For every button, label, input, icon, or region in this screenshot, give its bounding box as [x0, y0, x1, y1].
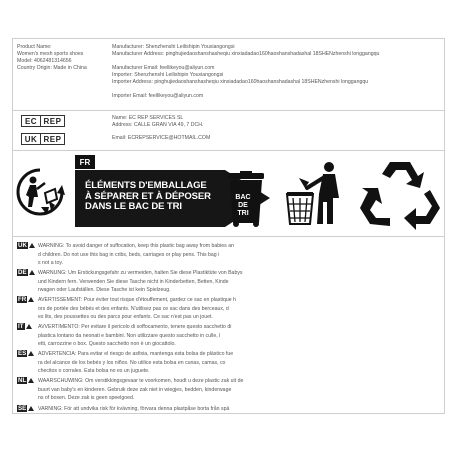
tidyman-icon — [283, 158, 355, 230]
product-name-value: Women's mesh sports shoes — [17, 51, 84, 58]
flag-uk — [17, 242, 35, 249]
warning-line: s not a toy. — [38, 260, 63, 267]
product-model: Model: 4062481314656 — [17, 58, 72, 65]
divider — [12, 236, 445, 237]
rep-name: Name: EC REP SERVICES SL — [112, 115, 184, 121]
triman-icon — [15, 167, 65, 219]
warning-text — [38, 323, 438, 349]
warning-text — [38, 377, 438, 403]
uk-rep-box — [21, 133, 65, 145]
product-info — [17, 44, 109, 72]
banner-line-1: ÉLÉMENTS D'EMBALLAGE — [85, 180, 207, 191]
warning-triangle-icon — [26, 324, 32, 329]
warning-triangle-icon — [28, 297, 34, 302]
warning-line: AVERTISSEMENT: Pour éviter tout risque d'étouffement, gardez ce sac en plastique h — [38, 297, 236, 303]
country-code: ES — [18, 350, 27, 357]
warning-line: d children. Do not use this bag in cribs, beds, carriages or play pens. This bag i — [38, 251, 220, 258]
warning-text — [38, 242, 438, 268]
rep-address: Address: CALLE GRAN VIA 49, 7 DCH. — [112, 122, 204, 128]
warning-line: WARNING: To avoid danger of suffocation, keep this plastic bag away from babies an — [38, 243, 234, 249]
country-tag: FR — [75, 155, 95, 169]
bin-label — [232, 194, 254, 218]
warning-line: ra del alcance de los bebés y los niños. No utilice esta bolsa en cunas, camas, co — [38, 359, 226, 366]
warning-line: checitos o corrales. Esta bolsa no es un juguete. — [38, 368, 150, 375]
warning-line: ors de portée des bébés et des enfants. N'utilisez pas ce sac dans des berceaux, d — [38, 305, 229, 312]
ec-rep-label: REP — [40, 116, 64, 126]
warning-line: WARNUNG: Um Erstickungsgefahr zu vermeiden, halten Sie diese Plastiktüte von Babys — [38, 270, 243, 276]
warning-triangle-icon — [28, 406, 34, 411]
divider — [12, 150, 445, 151]
manufacturer-address: Manufacturer Address: pinghujiedaoshanshasheqiu xinxiadadao160haoshanshadashal 18SHENzhenshi longgangqu — [112, 51, 380, 58]
warning-line: buurt van baby's en kinderen. Gebruik deze zak niet in wiegjes, bedden, kinderwage — [38, 386, 232, 393]
warning-text — [38, 269, 438, 295]
banner-line-2: À SÉPARER ET À DÉPOSER — [85, 190, 211, 202]
warning-line: plastica lontano da neonati e bambini. Non utilizzare questo sacchetto in culle, l — [38, 332, 221, 339]
importer-email: Importer Email: feellikeyou@aliyun.com — [112, 93, 204, 100]
warning-line: VARNING: För att undvika risk för kvävning, förvara denna plastpåse borta från spä — [38, 406, 230, 412]
warning-line: und Kindern fern. Verwenden Sie diese Tasche nicht in Kinderbetten, Betten, Kinde — [38, 278, 229, 285]
product-origin: Country Origin: Made in China — [17, 65, 87, 72]
banner-line-3: DANS LE BAC DE TRI — [85, 201, 182, 212]
warning-text — [38, 350, 438, 376]
country-code: SE — [18, 405, 27, 412]
bin-label-line-3: TRI — [237, 210, 249, 217]
ec-rep-box — [21, 115, 65, 127]
warning-text — [38, 405, 438, 414]
manufacturer-info — [112, 44, 442, 101]
country-code: DE — [18, 269, 27, 276]
flag-it — [17, 323, 32, 330]
warning-text — [38, 296, 438, 322]
warning-line: es lits, des poussettes ou des parcs pour enfants. Ce sac n'est pas un jouet. — [38, 314, 213, 321]
flag-es — [17, 350, 34, 357]
recycling-icon — [360, 156, 440, 232]
country-code: FR — [18, 296, 27, 303]
warning-line: rwagen oder Laufställen. Diese Tasche ist kein Spielzeug. — [38, 287, 171, 294]
country-code: UK — [18, 242, 27, 249]
flag-fr — [17, 296, 34, 303]
country-code: IT — [18, 323, 24, 330]
flag-de — [17, 269, 35, 276]
rep-email: Email: ECREPSERVICE@HOTMAIL.COM — [112, 135, 211, 141]
warning-line: AVVERTIMENTO: Per evitare il pericolo di soffocamento, tenere questo sacchetto di — [38, 324, 232, 330]
warning-line: ADVERTENCIA: Para evitar el riesgo de asfixia, mantenga esta bolsa de plástico fue — [38, 351, 234, 357]
flag-se — [17, 405, 34, 412]
divider — [12, 110, 445, 111]
warning-triangle-icon — [29, 270, 35, 275]
warning-line: ns of boxen. Deze zak is geen speelgoed. — [38, 395, 135, 402]
manufacturer-name: Manufacturer: Shenzhenshi Leilishipin Youxiangongsi — [112, 44, 235, 50]
bin-label-line-1: BAC — [235, 194, 251, 201]
ec-label: EC — [24, 116, 38, 126]
importer-name: Importer: Shenzhenshi Leilishipin Youxiangongsi — [112, 72, 224, 79]
product-name-label: Product Name: — [17, 44, 52, 50]
importer-address: Importer Address: pinghujiedaoshanshasheqiu xinxiadadao160haoshanshadashal 18SHENzhenshi longgangqu — [112, 79, 369, 86]
country-code: NL — [18, 377, 27, 384]
flag-nl — [17, 377, 34, 384]
warning-triangle-icon — [28, 378, 34, 383]
warning-triangle-icon — [29, 243, 35, 248]
uk-label: UK — [24, 134, 38, 144]
warning-triangle-icon — [28, 351, 34, 356]
warning-line: WAARSCHUWING: Om verstikkingsgevaar te voorkomen, houdt u deze plastic zak uit de — [38, 378, 244, 384]
uk-rep-label: REP — [40, 134, 64, 144]
manufacturer-email: Manufacturer Email: feellikeyou@aliyun.com — [112, 65, 215, 72]
warning-line: etti, carrozzine o box. Questo sacchetto non è un giocattolo. — [38, 341, 176, 348]
bin-label-line-2: DE — [238, 202, 248, 209]
